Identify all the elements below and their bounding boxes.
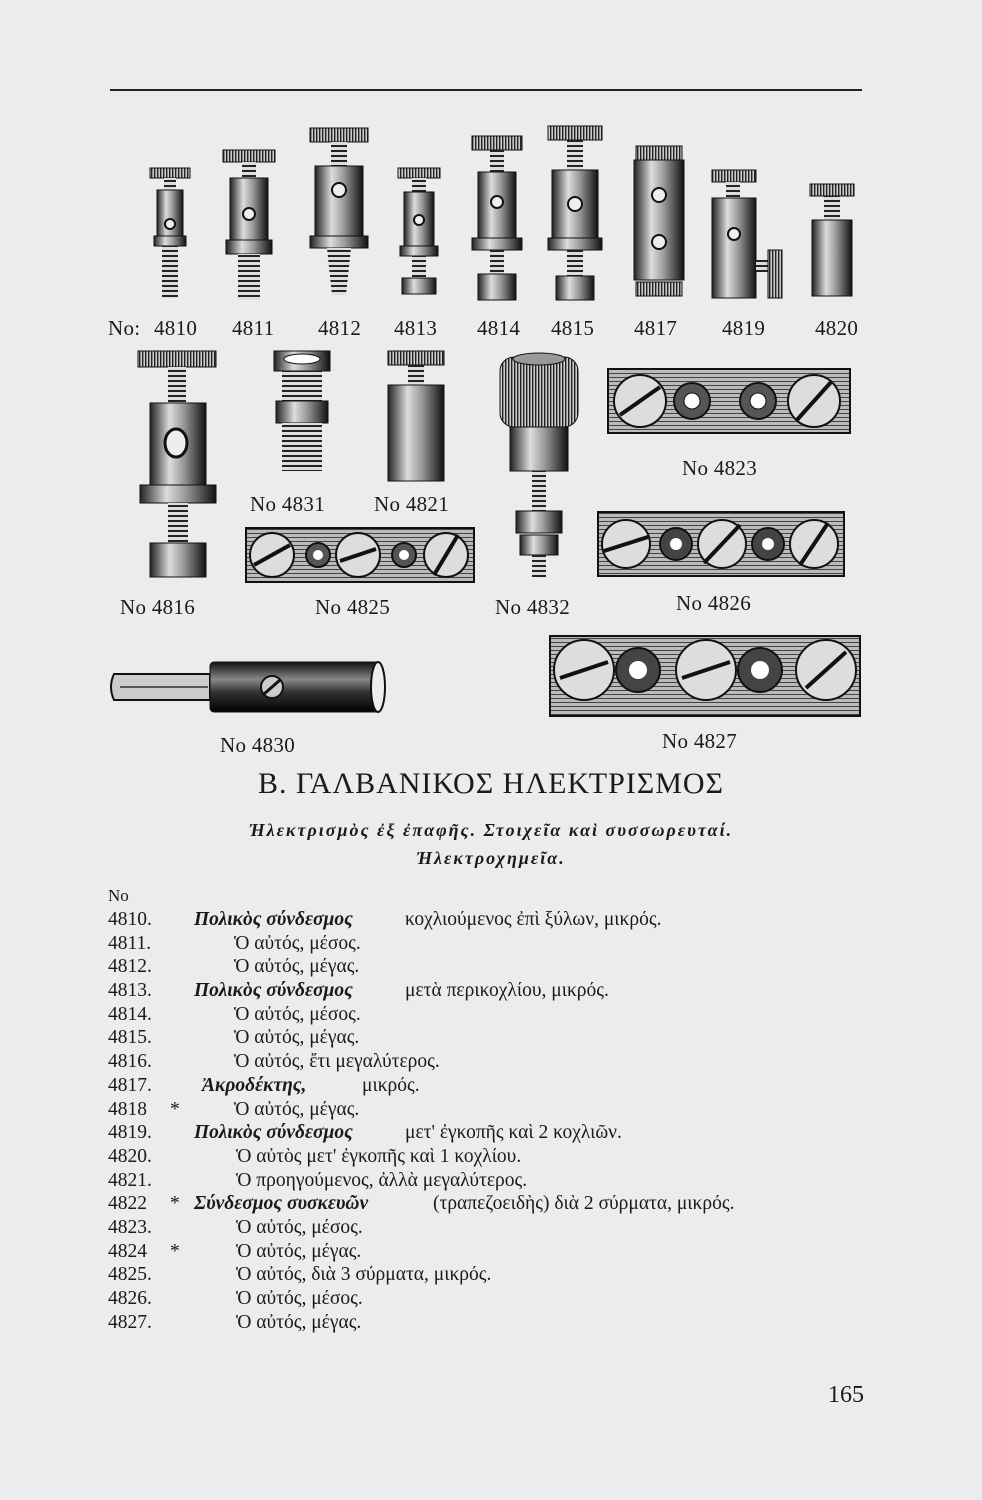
item-name: Πολικὸς σύνδεσμος	[194, 980, 353, 1002]
caption-4831: No 4831	[250, 492, 326, 516]
caption-prefix-no: No:	[108, 316, 141, 340]
terminal-4817-figure	[634, 146, 684, 296]
caption-4827: No 4827	[662, 729, 738, 753]
list-item	[108, 1074, 868, 1098]
terminal-4811-figure	[223, 150, 275, 300]
item-description: Ὁ αὐτός, μέγας.	[236, 1240, 362, 1262]
section-subtitle-line2: Ἠλεκτροχημεῖα.	[416, 848, 566, 868]
caption-4832: No 4832	[495, 595, 571, 619]
item-description: Ὁ αὐτὸς μετ' ἐγκοπῆς καὶ 1 κοχλίου.	[236, 1145, 522, 1167]
caption-4820: 4820	[815, 316, 859, 340]
list-item	[108, 932, 868, 956]
list-item	[108, 1050, 868, 1074]
caption-4813: 4813	[394, 316, 438, 340]
item-description: Ὁ αὐτός, μέγας.	[234, 1098, 360, 1120]
item-description: Ὁ αὐτός, μέσος.	[234, 932, 361, 954]
item-number: 4812.	[108, 956, 152, 978]
item-description: μετὰ περικοχλίου, μικρός.	[405, 980, 609, 1002]
caption-4811: 4811	[232, 316, 275, 340]
terminal-illustrations-bottom	[100, 630, 870, 730]
plug-4830-figure	[111, 662, 385, 712]
item-name: Πολικὸς σύνδεσμος	[194, 1122, 353, 1144]
item-number: 4825.	[108, 1264, 152, 1286]
top-rule	[110, 89, 862, 91]
item-description: Ὁ αὐτός, μέσος.	[236, 1216, 363, 1238]
item-number: 4816.	[108, 1051, 152, 1073]
item-number: 4820.	[108, 1145, 152, 1167]
item-number: 4822	[108, 1193, 147, 1215]
connector-4827-figure	[550, 636, 860, 716]
list-item	[108, 1192, 868, 1216]
item-number: 4821.	[108, 1169, 152, 1191]
item-number: 4824	[108, 1240, 147, 1262]
item-description: Ὁ αὐτός, μέγας.	[236, 1311, 362, 1333]
item-name: Πολικὸς σύνδεσμος	[194, 909, 353, 930]
caption-4821: No 4821	[374, 492, 450, 516]
caption-4819: 4819	[722, 316, 766, 340]
caption-4823: No 4823	[682, 456, 758, 480]
item-description: Ὁ αὐτός, μέγας.	[234, 956, 360, 978]
list-item	[108, 1240, 868, 1264]
item-name: Σύνδεσμος συσκευῶν	[194, 1193, 369, 1215]
item-description: (τραπεζοειδὴς) διὰ 2 σύρματα, μικρός.	[433, 1193, 735, 1215]
list-column-header: No	[108, 886, 129, 905]
terminal-4812-figure	[310, 128, 368, 295]
caption-4817: 4817	[634, 316, 678, 340]
item-description: κοχλιούμενος ἐπὶ ξύλων, μικρός.	[405, 909, 662, 930]
item-number: 4818	[108, 1098, 147, 1120]
list-item	[108, 1098, 868, 1122]
item-description: Ὁ προηγούμενος, ἀλλὰ μεγαλύτερος.	[236, 1169, 528, 1191]
item-number: 4813.	[108, 980, 152, 1002]
list-item	[108, 1169, 868, 1193]
item-description: μικρός.	[362, 1074, 420, 1096]
caption-4830: No 4830	[220, 733, 296, 757]
list-item	[108, 1003, 868, 1027]
caption-4826: No 4826	[676, 591, 752, 615]
list-item	[108, 979, 868, 1003]
list-item	[108, 1287, 868, 1311]
item-number: 4814.	[108, 1003, 152, 1025]
terminal-4810-figure	[150, 168, 190, 298]
caption-4825: No 4825	[315, 595, 391, 619]
connector-4823-figure	[608, 369, 850, 433]
item-star-marker: *	[170, 1193, 180, 1215]
terminal-4814-figure	[472, 136, 522, 300]
section-title: B. ΓΑΛΒΑΝΙΚΟΣ ΗΛΕΚΤΡΙΣΜΟΣ	[257, 767, 725, 800]
item-description: Ὁ αὐτός, διὰ 3 σύρματα, μικρός.	[236, 1264, 492, 1286]
caption-4810: 4810	[154, 316, 198, 340]
section-subtitle-line1: Ἠλεκτρισμὸς ἐξ ἐπαφῆς. Στοιχεῖα καὶ συσσωρευταί.	[248, 820, 734, 840]
item-description: Ὁ αὐτός, μέσος.	[236, 1288, 363, 1309]
item-number: 4817.	[108, 1074, 152, 1096]
list-item	[108, 1026, 868, 1050]
item-description: Ὁ αὐτός, μέγας.	[234, 1027, 360, 1049]
item-number: 4823.	[108, 1216, 152, 1238]
item-description: μετ' ἐγκοπῆς καὶ 2 κοχλιῶν.	[405, 1122, 622, 1144]
item-name: Ἀκροδέκτης,	[202, 1074, 307, 1096]
list-item	[108, 1216, 868, 1240]
terminal-4821-figure	[388, 351, 444, 481]
list-item	[108, 908, 868, 932]
item-number: 4811.	[108, 932, 152, 954]
catalogue-list	[108, 908, 868, 1334]
terminal-4819-figure	[712, 170, 782, 298]
item-star-marker: *	[170, 1240, 180, 1262]
caption-4816: No 4816	[120, 595, 196, 619]
page-number: 165	[828, 1382, 864, 1408]
terminal-4813-figure	[398, 168, 440, 294]
list-item	[108, 1121, 868, 1145]
connector-4826-figure	[598, 512, 844, 576]
terminal-4832-figure	[500, 353, 578, 577]
terminal-4816-figure	[138, 351, 216, 577]
terminal-4815-figure	[548, 126, 602, 300]
caption-4815: 4815	[551, 316, 595, 340]
item-description: Ὁ αὐτός, ἔτι μεγαλύτερος.	[234, 1051, 440, 1073]
list-item	[108, 1263, 868, 1287]
item-description: Ὁ αὐτός, μέσος.	[234, 1003, 361, 1025]
item-number: 4815.	[108, 1027, 152, 1049]
caption-4812: 4812	[318, 316, 362, 340]
item-number: 4826.	[108, 1288, 152, 1309]
item-number: 4819.	[108, 1122, 152, 1144]
terminal-4820-figure	[810, 184, 854, 296]
caption-4814: 4814	[477, 316, 521, 340]
item-star-marker: *	[170, 1098, 180, 1120]
terminal-illustrations-row1	[100, 120, 870, 310]
item-number: 4810.	[108, 909, 152, 930]
connector-4825-figure	[246, 528, 474, 582]
terminal-4831-figure	[274, 351, 330, 471]
list-item	[108, 955, 868, 979]
item-number: 4827.	[108, 1311, 152, 1333]
list-item	[108, 1311, 868, 1335]
list-item	[108, 1145, 868, 1169]
